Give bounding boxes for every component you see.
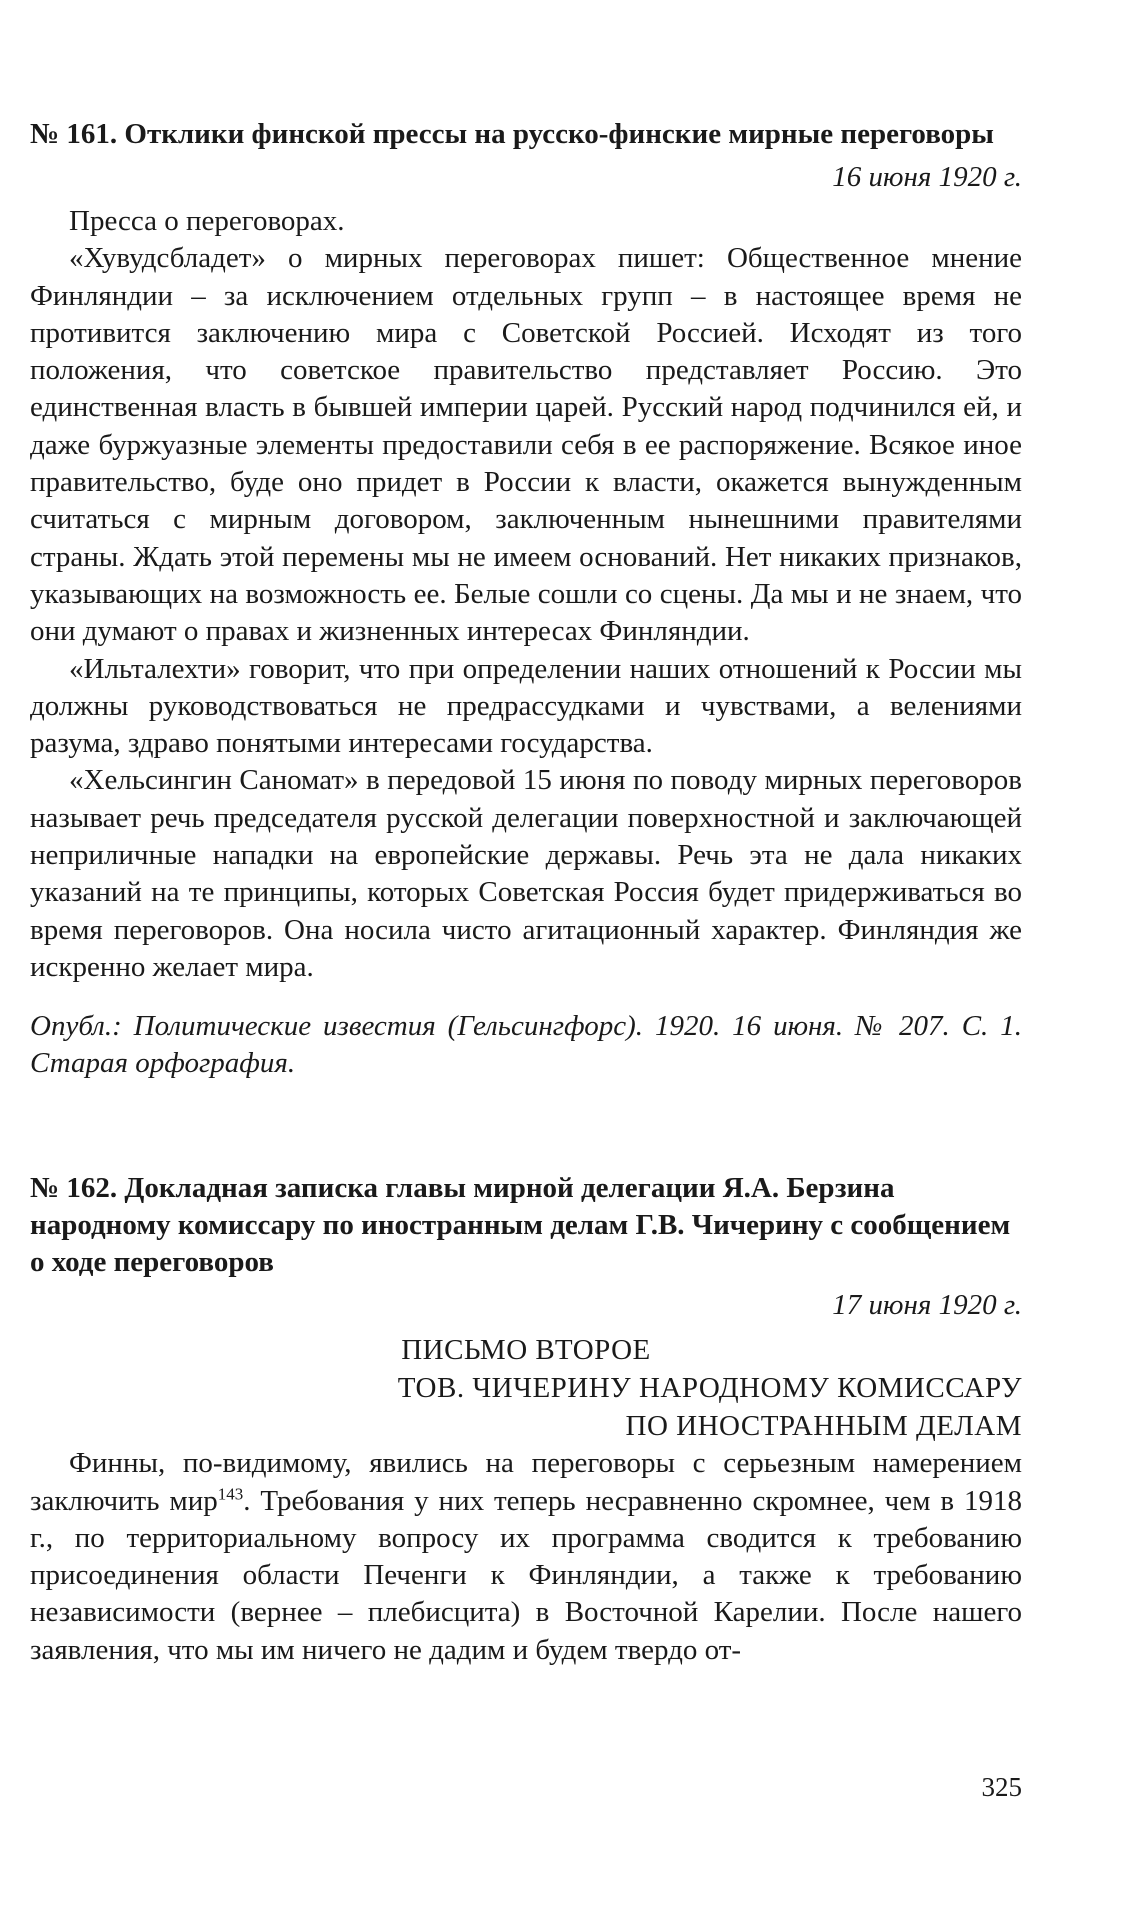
addressee-line: ПО ИНОСТРАННЫМ ДЕЛАМ xyxy=(625,1410,1022,1443)
doc162-text-part1: Финны, по-видимому, явились на переговоры с серьезным намерением заключить мир xyxy=(30,1447,1022,1517)
page-content xyxy=(30,116,1022,1669)
document-161 xyxy=(30,116,1022,1082)
doc162-heading: № 162. Докладная записка главы мирной делегации Я.А. Берзина народному комиссару по иностранным делам Г.В. Чичерину с сообщением о ходе переговоров xyxy=(30,1172,1011,1279)
letter-title: ПИСЬМО ВТОРОЕ xyxy=(401,1334,651,1367)
doc162-date: 17 июня 1920 г. xyxy=(832,1289,1022,1322)
page-number: 325 xyxy=(981,1772,1022,1802)
doc161-source: Опубл.: Политические известия (Гельсингфорс). 1920. 16 июня. № 207. С. 1. Старая орфография. xyxy=(30,1010,1022,1080)
doc161-paragraph: «Ильталехти» говорит, что при определении наших отношений к России мы должны руководствоваться не предрассудками и чувствами, а велениями разума, здраво понятыми интересами государства. xyxy=(30,652,1022,760)
footnote-ref[interactable]: 143 xyxy=(217,1483,244,1503)
doc161-paragraph: «Хувудсбладет» о мирных переговорах пишет: Общественное мнение Финляндии – за исключением отдельных групп – в настоящее время не противится заключению мира с Советской Россией. Исходят из того положения, что советское правительство представляет Россию. Это единственная власть в бывшей империи царей. Русский народ подчинился ей, и даже буржуазные элементы предоставили себя в ее распоряжение. Всякое иное правительство, буде оно придет в России к власти, окажется вынужденным считаться с мирным договором, заключенным нынешними правителями страны. Ждать этой перемены мы не имеем оснований. Нет никаких признаков, указывающих на возможность ее. Белые сошли со сцены. Да мы и не знаем, что они думают о правах и жизненных интересах Финляндии. xyxy=(30,242,1022,648)
doc161-date: 16 июня 1920 г. xyxy=(832,161,1022,193)
addressee-line: ТОВ. ЧИЧЕРИНУ НАРОДНОМУ КОМИССАРУ xyxy=(397,1372,1022,1405)
doc161-paragraph: «Хельсингин Саномат» в передовой 15 июня по поводу мирных переговоров называет речь председателя русской делегации поверхностной и заключающей неприличные нападки на европейские державы. Речь эта не дала никаких указаний на те принципы, которых Советская Россия будет придерживаться во время переговоров. Она носила чисто агитационный характер. Финляндия же искренно желает мира. xyxy=(30,764,1022,983)
doc161-heading: № 161. Отклики финской прессы на русско-финские мирные переговоры xyxy=(30,118,994,150)
doc162-paragraph xyxy=(30,1445,1022,1669)
doc162-text-part2: . Требования у них теперь несравненно скромнее, чем в 1918 г., по территориальному вопросу их программа сводится к требованию присоединения области Печенги к Финляндии, а также к требованию независимости (вернее – плебисцита) в Восточной Карелии. После нашего заявления, что мы им ничего не дадим и будем твердо от- xyxy=(30,1484,1022,1666)
doc161-paragraph: Пресса о переговорах. xyxy=(69,205,345,237)
document-162 xyxy=(30,1170,1022,1669)
